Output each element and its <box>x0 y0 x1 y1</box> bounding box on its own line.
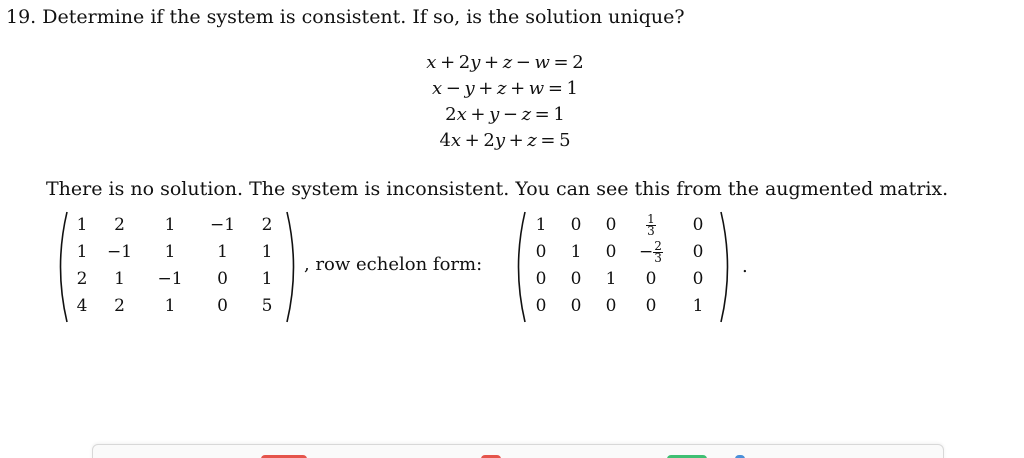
augmented-matrix <box>52 210 302 324</box>
bottom-answer-panel <box>92 444 944 458</box>
row-echelon-matrix-grid <box>528 212 718 320</box>
problem-statement <box>6 6 685 28</box>
matrix-cell: 0 <box>570 215 582 235</box>
matrix-cell: 0 <box>570 296 582 316</box>
matrix-cell: 2 <box>76 269 88 289</box>
problem-question: Determine if the system is consistent. If so, is the solution unique? <box>42 6 685 28</box>
matrix-cell: 0 <box>605 242 617 262</box>
matrix-cell: 4 <box>76 296 88 316</box>
matrix-cell: 2 <box>261 215 273 235</box>
matrix-cell: 0 <box>605 215 617 235</box>
matrix-cell: 0 <box>692 269 704 289</box>
matrix-cell: − $\frac{2}{3}$ <box>639 239 662 265</box>
left-paren-icon <box>52 210 70 324</box>
matrix-cell: 1 <box>217 242 228 262</box>
equation-1: x + 2y + z − w = 2 <box>426 52 584 73</box>
matrix-cell: 1 <box>605 269 617 289</box>
matrix-cell: 1 <box>164 296 176 316</box>
matrix-cell: 1 <box>261 269 273 289</box>
right-paren-icon <box>718 210 736 324</box>
matrix-cell: 1 <box>164 215 176 235</box>
matrix-cell: 0 <box>570 269 582 289</box>
matrix-cell: 2 <box>114 296 125 316</box>
right-paren-icon <box>284 210 302 324</box>
matrix-cell: 0 <box>535 296 547 316</box>
equation-system <box>380 50 630 154</box>
matrix-cell: 1 <box>164 242 176 262</box>
matrix-cell: 0 <box>217 269 228 289</box>
trailing-period: . <box>742 256 748 277</box>
matrix-cell: 0 <box>605 296 617 316</box>
matrix-cell: 1 <box>261 242 273 262</box>
matrix-cell: 1 <box>76 242 88 262</box>
matrix-cell: −1 <box>106 242 133 262</box>
matrix-cell: $\frac{1}{3}$ <box>647 212 655 238</box>
problem-number: 19. <box>6 6 37 28</box>
equation-3: 2x + y − z = 1 <box>445 104 565 125</box>
matrix-cell: 0 <box>692 215 704 235</box>
matrix-cell: 0 <box>645 269 657 289</box>
matrix-cell: 2 <box>114 215 125 235</box>
matrix-cell: 1 <box>114 269 125 289</box>
equation-4: 4x + 2y + z = 5 <box>439 130 571 151</box>
matrix-cell: 1 <box>570 242 582 262</box>
matrix-cell: 0 <box>645 296 657 316</box>
row-echelon-label: , row echelon form: <box>304 254 483 275</box>
matrix-cell: 1 <box>76 215 88 235</box>
matrix-cell: 0 <box>535 269 547 289</box>
matrix-cell: −1 <box>209 215 236 235</box>
matrix-cell: 0 <box>692 242 704 262</box>
matrix-cell: 1 <box>692 296 704 316</box>
matrix-cell: 5 <box>261 296 273 316</box>
matrix-cell: 1 <box>535 215 547 235</box>
left-paren-icon <box>510 210 528 324</box>
equation-2: x − y + z + w = 1 <box>432 78 578 99</box>
matrix-cell: −1 <box>157 269 183 289</box>
answer-text: There is no solution. The system is inconsistent. You can see this from the augmented matrix. <box>46 178 949 200</box>
row-echelon-matrix <box>510 210 736 324</box>
augmented-matrix-grid <box>70 212 284 320</box>
matrix-cell: 0 <box>535 242 547 262</box>
matrix-cell: 0 <box>217 296 228 316</box>
